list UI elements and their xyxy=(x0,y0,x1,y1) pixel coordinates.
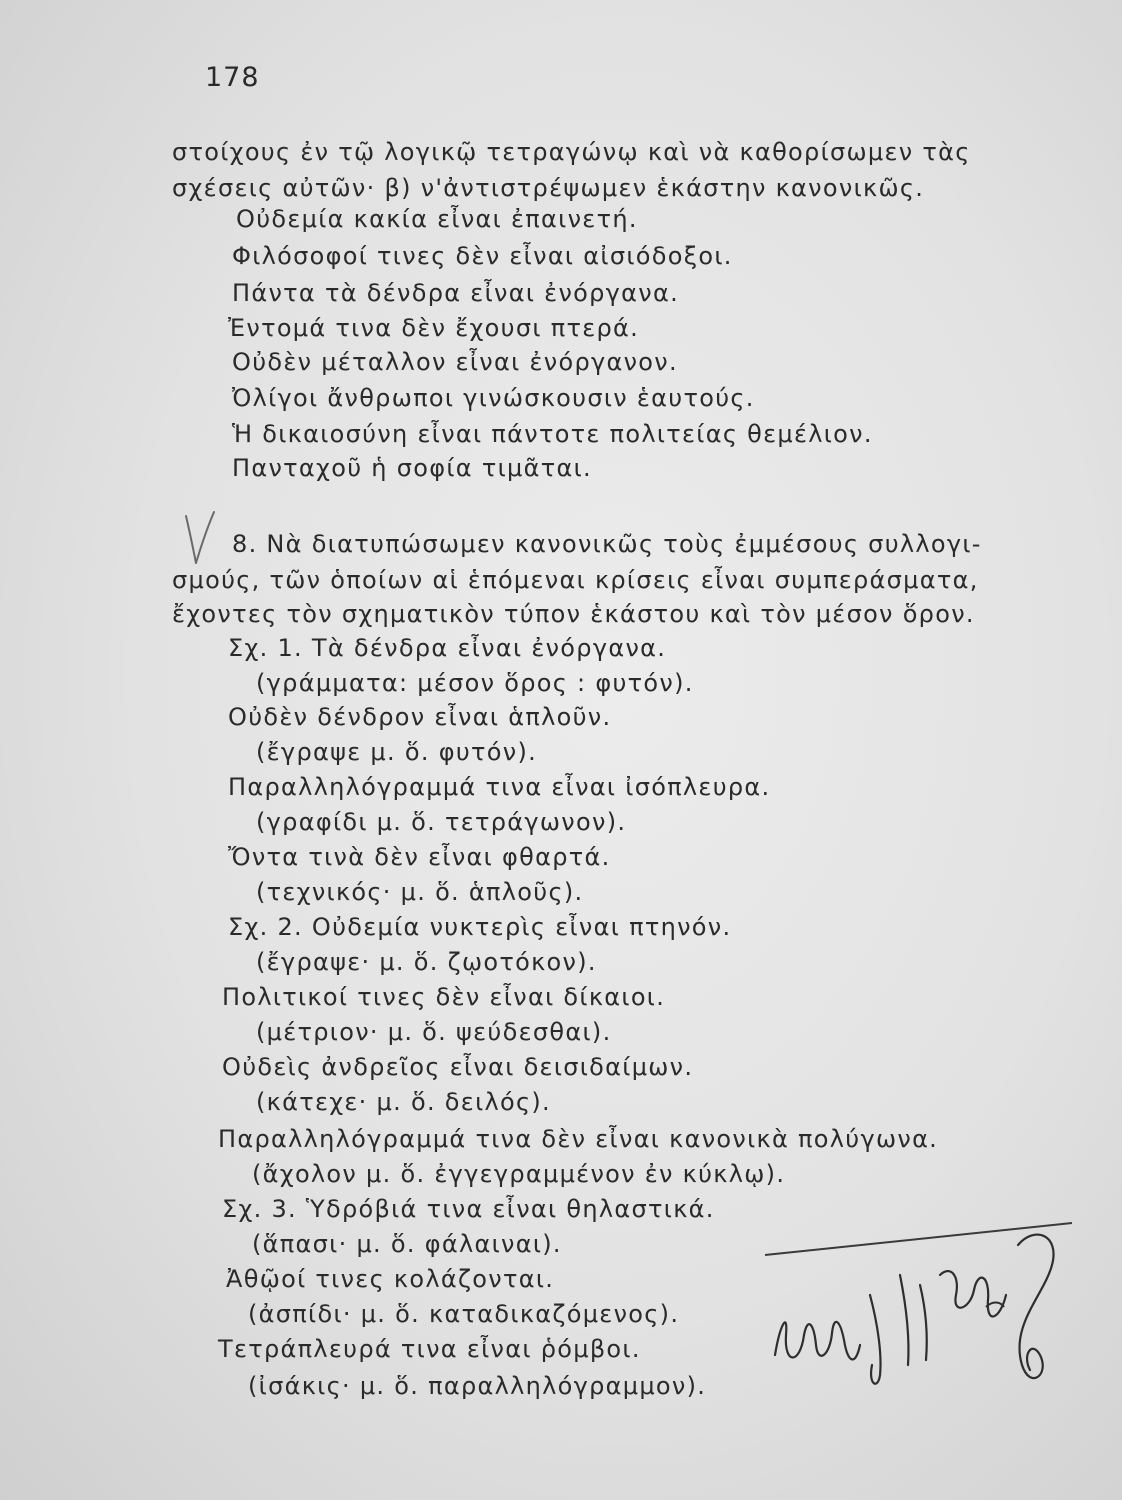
text-line: (κάτεχε· μ. ὅ. δειλός). xyxy=(256,1088,551,1116)
text-line: Σχ. 3. Ὑδρόβιά τινα εἶναι θηλαστικά. xyxy=(222,1195,715,1223)
text-line: ἔχοντες τὸν σχηματικὸν τύπον ἑκάστου καὶ τὸν μέσον ὅρον. xyxy=(172,600,975,628)
text-line: Πολιτικοί τινες δὲν εἶναι δίκαιοι. xyxy=(222,983,666,1011)
text-line: Πάντα τὰ δένδρα εἶναι ἐνόργανα. xyxy=(232,279,680,307)
text-line: Ὀλίγοι ἄνθρωποι γινώσκουσιν ἑαυτούς. xyxy=(232,384,755,412)
text-line: Οὐδεμία κακία εἶναι ἐπαινετή. xyxy=(236,205,638,233)
text-line: (γραφίδι μ. ὅ. τετράγωνον). xyxy=(256,808,627,836)
margin-check-mark xyxy=(178,508,218,568)
text-line: (μέτριον· μ. ὅ. ψεύδεσθαι). xyxy=(256,1018,612,1046)
text-line: Ἐντομά τινα δὲν ἔχουσι πτερά. xyxy=(228,314,640,342)
text-line: (γράμματα: μέσον ὅρος : φυτόν). xyxy=(256,669,694,697)
handwritten-signature xyxy=(760,1215,1080,1415)
text-line: Παραλληλόγραμμά τινα εἶναι ἰσόπλευρα. xyxy=(228,773,771,801)
text-line: Σχ. 2. Οὐδεμία νυκτερὶς εἶναι πτηνόν. xyxy=(228,913,732,941)
text-line: Φιλόσοφοί τινες δὲν εἶναι αἰσιόδοξοι. xyxy=(232,242,733,270)
text-line: (ἔγραψε· μ. ὅ. ζῳοτόκον). xyxy=(256,948,597,976)
text-line: (ἰσάκις· μ. ὅ. παραλληλόγραμμον). xyxy=(248,1372,707,1400)
text-line: σχέσεις αὐτῶν· β) ν'ἀντιστρέψωμεν ἑκάστην κανονικῶς. xyxy=(172,174,925,202)
text-line: Οὐδεὶς ἀνδρεῖος εἶναι δεισιδαίμων. xyxy=(222,1053,694,1081)
text-line: Τετράπλευρά τινα εἶναι ῥόμβοι. xyxy=(218,1335,641,1363)
text-line: Πανταχοῦ ἡ σοφία τιμᾶται. xyxy=(232,454,592,482)
text-line: Οὐδὲν δένδρον εἶναι ἁπλοῦν. xyxy=(228,703,612,731)
text-line: Σχ. 1. Τὰ δένδρα εἶναι ἐνόργανα. xyxy=(228,634,667,662)
text-line: (τεχνικός· μ. ὅ. ἁπλοῦς). xyxy=(256,878,584,906)
text-line: (ἔγραψε μ. ὅ. φυτόν). xyxy=(256,738,538,766)
text-line: Οὐδὲν μέταλλον εἶναι ἐνόργανον. xyxy=(232,348,678,376)
text-line: στοίχους ἐν τῷ λογικῷ τετραγώνῳ καὶ νὰ καθορίσωμεν τὰς xyxy=(172,138,971,166)
text-line: Ἡ δικαιοσύνη εἶναι πάντοτε πολιτείας θεμέλιον. xyxy=(232,420,873,448)
text-line: (ἄχολον μ. ὅ. ἐγγεγραμμένον ἐν κύκλῳ). xyxy=(252,1160,786,1188)
text-line: σμούς, τῶν ὁποίων αἱ ἑπόμεναι κρίσεις εἶναι συμπεράσματα, xyxy=(172,566,979,594)
text-line: Παραλληλόγραμμά τινα δὲν εἶναι κανονικὰ πολύγωνα. xyxy=(218,1125,939,1153)
text-line: (ἅπασι· μ. ὅ. φάλαιναι). xyxy=(252,1230,562,1258)
text-line: (ἀσπίδι· μ. ὅ. καταδικαζόμενος). xyxy=(248,1300,680,1328)
text-line: 8. Νὰ διατυπώσωμεν κανονικῶς τοὺς ἐμμέσους συλλογι- xyxy=(232,530,982,558)
text-line: Ἀθῷοί τινες κολάζονται. xyxy=(226,1265,555,1293)
page-number: 178 xyxy=(205,62,260,93)
text-line: Ὄντα τινὰ δὲν εἶναι φθαρτά. xyxy=(228,843,611,871)
